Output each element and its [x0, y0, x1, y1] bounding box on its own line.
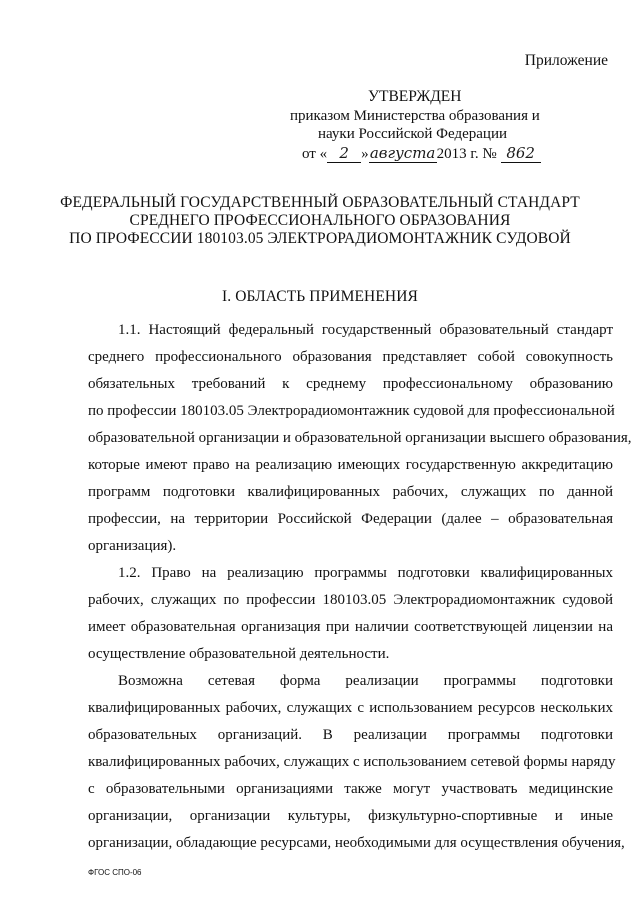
- appendix-label: Приложение: [524, 52, 608, 69]
- paragraph-line: квалифицированных рабочих, служащих с использованием сетевой формы наряду: [88, 754, 616, 770]
- date-day: 2: [327, 144, 361, 163]
- paragraph-line: профессии, на территории Российской Федерации (далее – образовательная: [88, 511, 613, 527]
- paragraph-line: Возможна сетевая форма реализации программы подготовки: [118, 673, 613, 689]
- date-month: августа: [369, 144, 436, 162]
- order-line-1: приказом Министерства образования и: [290, 108, 540, 124]
- paragraph-line: с образовательными организациями также могут участвовать медицинские: [88, 781, 613, 797]
- paragraph-line: программ подготовки квалифицированных рабочих, служащих по данной: [88, 484, 613, 500]
- title-line-2: СРЕДНЕГО ПРОФЕССИОНАЛЬНОГО ОБРАЗОВАНИЯ: [129, 212, 511, 229]
- paragraph-line: среднего профессионального образования представляет собой совокупность: [88, 349, 613, 365]
- footer-code: ФГОС СПО-06: [88, 868, 142, 877]
- paragraph-line: образовательной организации и образовательной организации высшего образования,: [88, 430, 632, 446]
- title-line-3: ПО ПРОФЕССИИ 180103.05 ЭЛЕКТРОРАДИОМОНТАЖНИК СУДОВОЙ: [69, 230, 571, 247]
- paragraph-line: обязательных требований к среднему профессиональному образованию: [88, 376, 613, 392]
- paragraph-line: организации, обладающие ресурсами, необходимыми для осуществления обучения,: [88, 835, 625, 851]
- date-separator: »: [361, 146, 369, 162]
- paragraph-line: имеет образовательная организация при наличии соответствующей лицензии на: [88, 619, 613, 635]
- approved-label: УТВЕРЖДЕН: [368, 88, 462, 105]
- title-line-1: ФЕДЕРАЛЬНЫЙ ГОСУДАРСТВЕННЫЙ ОБРАЗОВАТЕЛЬНЫЙ СТАНДАРТ: [60, 194, 580, 211]
- paragraph-line: организация).: [88, 538, 177, 554]
- paragraph-line: 1.2. Право на реализацию программы подготовки квалифицированных: [118, 565, 613, 581]
- paragraph-line: 1.1. Настоящий федеральный государственный образовательный стандарт: [118, 322, 613, 338]
- order-date-line: [302, 144, 541, 163]
- date-year: 2013 г. №: [436, 146, 497, 162]
- order-number: 862: [501, 144, 541, 163]
- paragraph-line: осуществление образовательной деятельности.: [88, 646, 390, 662]
- order-line-2: науки Российской Федерации: [318, 126, 508, 142]
- paragraph-line: рабочих, служащих по профессии 180103.05 Электрорадиомонтажник судовой: [88, 592, 613, 608]
- date-prefix: от «: [302, 146, 328, 162]
- paragraph-line: образовательных организаций. В реализации программы подготовки: [88, 727, 613, 743]
- paragraph-line: которые имеют право на реализацию имеющих государственную аккредитацию: [88, 457, 613, 473]
- section-heading: I. ОБЛАСТЬ ПРИМЕНЕНИЯ: [222, 288, 418, 305]
- paragraph-line: по профессии 180103.05 Электрорадиомонтажник судовой для профессиональной: [88, 403, 615, 419]
- paragraph-line: квалифицированных рабочих, служащих с использованием ресурсов нескольких: [88, 700, 613, 716]
- paragraph-line: организации, организации культуры, физкультурно-спортивные и иные: [88, 808, 613, 824]
